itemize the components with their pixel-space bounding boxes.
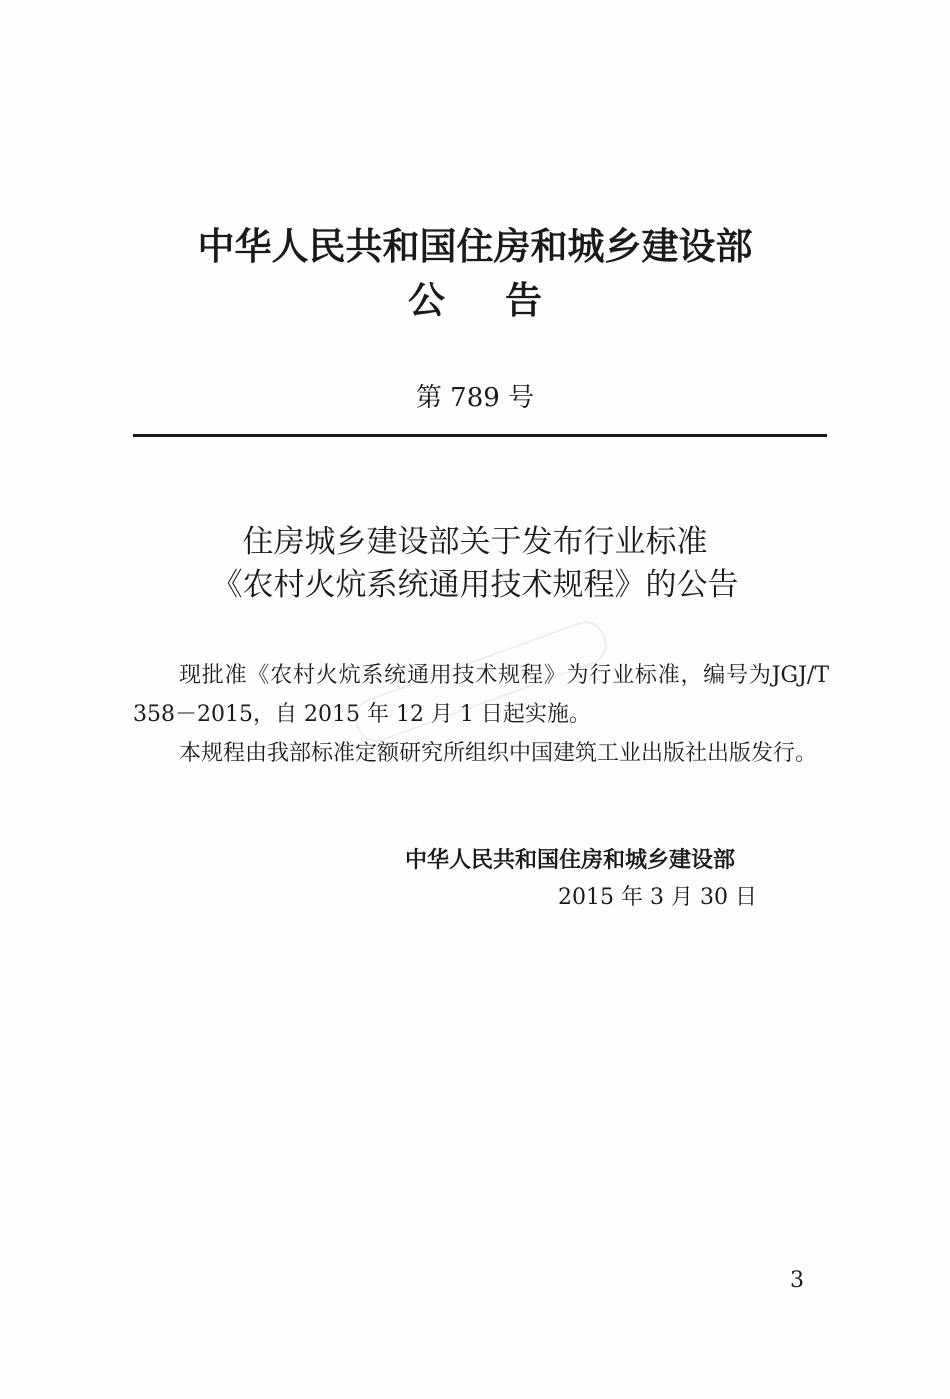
announcement-number: 第 789 号 xyxy=(415,383,535,413)
notice-title-line-1: 住房城乡建设部关于发布行业标准 xyxy=(242,524,708,560)
body-paragraph-publication: 本规程由我部标准定额研究所组织中国建筑工业出版社出版发行。 xyxy=(179,741,818,766)
body-paragraph-approval: 现批准《农村火炕系统通用技术规程》为行业标准，编号为JGJ/T 358－2015，自 2015 年 12 月 1 日起实施。 xyxy=(133,663,829,727)
page-number: 3 xyxy=(790,1268,804,1293)
header-divider xyxy=(133,434,827,437)
signatory-issuer: 中华人民共和国住房和城乡建设部 xyxy=(405,848,736,873)
notice-title-line-2: 《农村火炕系统通用技术规程》的公告 xyxy=(211,567,739,603)
announcement-label: 公告 xyxy=(408,279,602,322)
signature-date: 2015 年 3 月 30 日 xyxy=(558,885,757,910)
issuer-title: 中华人民共和国住房和城乡建设部 xyxy=(197,225,753,268)
